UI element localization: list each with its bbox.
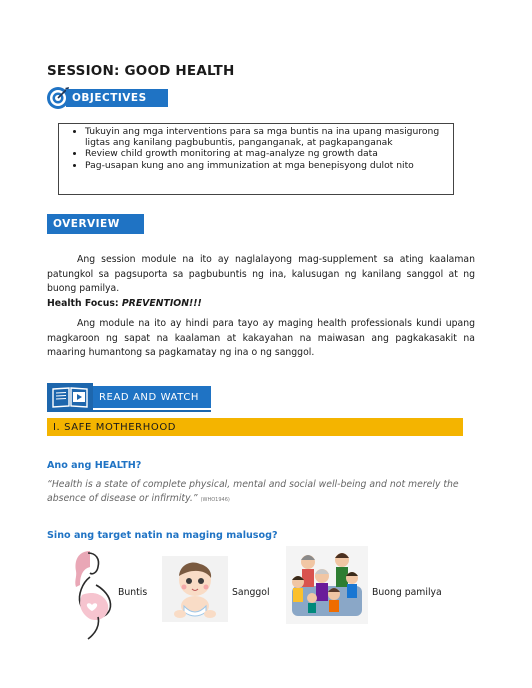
book-play-icon: [47, 383, 93, 411]
objectives-list: [67, 126, 447, 171]
page-title: SESSION: GOOD HEALTH: [47, 63, 235, 79]
list-item: • Review child growth monitoring at mag-analyze ng growth data: [85, 148, 447, 159]
source-citation: (WHO1946): [200, 496, 230, 503]
module-paragraph: Ang module na ito ay hindi para tayo ay maging health professionals kundi upang magkaroon ng sapat na kaalaman at kakayahan na maiwasan ang pagkakasakit na maaring humantong sa pagkamatay ng ina o ng sanggol.: [47, 318, 475, 358]
family-image: [286, 546, 368, 624]
health-question: Ano ang HEALTH?: [47, 460, 142, 471]
health-focus-value: PREVENTION!!!: [121, 298, 202, 309]
objectives-banner: OBJECTIVES: [66, 89, 168, 107]
safe-motherhood-bar: I. SAFE MOTHERHOOD: [47, 418, 463, 436]
health-focus-label: Health Focus:: [47, 298, 119, 309]
target-label-buong-pamilya: Buong pamilya: [372, 587, 442, 598]
objectives-box: [58, 123, 454, 195]
target-label-buntis: Buntis: [118, 587, 148, 598]
list-item: • Pag-usapan kung ano ang immunization at mga benepisyong dulot nito: [85, 160, 447, 171]
pregnant-woman-image: [64, 547, 120, 643]
target-label-sanggol: Sanggol: [232, 587, 270, 598]
baby-image: [162, 556, 228, 622]
divider: [47, 410, 211, 412]
read-and-watch-banner: READ AND WATCH: [93, 386, 211, 408]
target-question: Sino ang target natin na maging malusog?: [47, 530, 278, 541]
list-item: • Tukuyin ang mga interventions para sa mga buntis na ina upang masigurong ligtas ang kanilang pagbubuntis, panganganak, at pagkapanganak: [85, 126, 447, 148]
health-focus: [47, 298, 202, 309]
health-definition: “Health is a state of complete physical, mental and social well-being and not merely the absence of disease or infirmity.” (WHO1946): [47, 479, 459, 504]
overview-banner: OVERVIEW: [47, 214, 144, 234]
overview-paragraph: Ang session module na ito ay naglalayong mag-supplement sa ating kaalaman patungkol sa pagsuporta sa pagbubuntis ng ina, kalusugan ng kanilang sanggol at ng buong pamilya.: [47, 254, 475, 294]
